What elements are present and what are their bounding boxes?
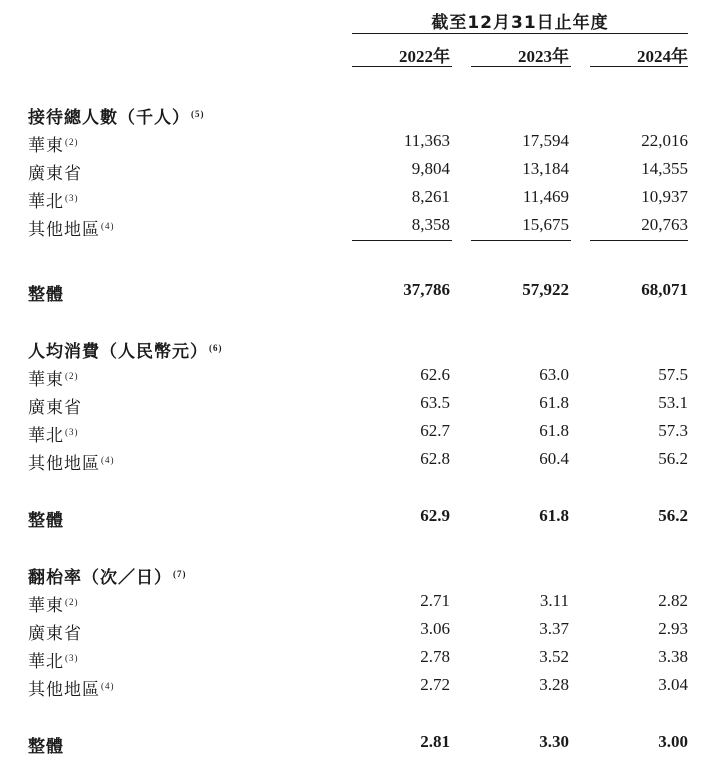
- cell: 2.82: [658, 591, 688, 610]
- cell: 3.04: [658, 675, 688, 694]
- cell: 62.7: [420, 421, 450, 440]
- row-label: 華東$^{(2)}$: [28, 596, 79, 616]
- total-cell: 56.2: [658, 506, 688, 525]
- cell: 57.3: [658, 421, 688, 440]
- total-label: 整體: [28, 511, 64, 531]
- cell: 3.52: [539, 647, 569, 666]
- cell: 13,184: [522, 159, 569, 178]
- row-label: 廣東省: [28, 164, 82, 184]
- cell: 2.93: [658, 619, 688, 638]
- row-label: 其他地區$^{(4)}$: [28, 680, 115, 700]
- row-label: 其他地區$^{(4)}$: [28, 454, 115, 474]
- cell: 2.78: [420, 647, 450, 666]
- cell: 15,675: [522, 215, 569, 234]
- cell: 9,804: [411, 159, 450, 178]
- row-label: 華北$^{(3)}$: [28, 426, 79, 446]
- cell: 22,016: [641, 131, 688, 150]
- subtotal-rule: [471, 240, 571, 241]
- section-title-spend: 人均消費（人民幣元）$^{(6)}$: [28, 342, 223, 362]
- row-label: 廣東省: [28, 624, 82, 644]
- cell: 56.2: [658, 449, 688, 468]
- section-title-turnover: 翻枱率（次／日）$^{(7)}$: [28, 568, 187, 588]
- row-label: 華東$^{(2)}$: [28, 136, 79, 156]
- year-header-2022: 2022年: [399, 47, 450, 66]
- row-label: 華北$^{(3)}$: [28, 652, 79, 672]
- cell: 63.0: [539, 365, 569, 384]
- total-cell: 62.9: [420, 506, 450, 525]
- cell: 2.71: [420, 591, 450, 610]
- cell: 8,358: [411, 215, 450, 234]
- total-cell: 2.81: [420, 732, 450, 751]
- cell: 63.5: [420, 393, 450, 412]
- total-label: 整體: [28, 285, 64, 305]
- cell: 3.37: [539, 619, 569, 638]
- total-label: 整體: [28, 737, 64, 757]
- cell: 62.6: [420, 365, 450, 384]
- cell: 10,937: [641, 187, 688, 206]
- cell: 62.8: [420, 449, 450, 468]
- subtotal-rule: [590, 240, 688, 241]
- cell: 57.5: [658, 365, 688, 384]
- total-cell: 37,786: [403, 280, 450, 299]
- cell: 11,469: [522, 187, 569, 206]
- row-label: 其他地區$^{(4)}$: [28, 220, 115, 240]
- year-header-2023: 2023年: [518, 47, 569, 66]
- cell: 61.8: [539, 393, 569, 412]
- header-rule: [352, 33, 688, 34]
- cell: 61.8: [539, 421, 569, 440]
- total-cell: 61.8: [539, 506, 569, 525]
- section-title-visitors: 接待總人數（千人）$^{(5)}$: [28, 108, 205, 128]
- period-header: 截至12月31日止年度: [431, 13, 609, 33]
- row-label: 華北$^{(3)}$: [28, 192, 79, 212]
- year-header-2024: 2024年: [637, 47, 688, 66]
- cell: 17,594: [522, 131, 569, 150]
- cell: 60.4: [539, 449, 569, 468]
- total-cell: 3.00: [658, 732, 688, 751]
- cell: 20,763: [641, 215, 688, 234]
- total-cell: 57,922: [522, 280, 569, 299]
- cell: 53.1: [658, 393, 688, 412]
- year-rule-2022: [352, 66, 452, 67]
- year-rule-2023: [471, 66, 571, 67]
- row-label: 廣東省: [28, 398, 82, 418]
- cell: 8,261: [411, 187, 450, 206]
- cell: 3.38: [658, 647, 688, 666]
- year-rule-2024: [590, 66, 688, 67]
- cell: 14,355: [641, 159, 688, 178]
- cell: 2.72: [420, 675, 450, 694]
- subtotal-rule: [352, 240, 452, 241]
- cell: 11,363: [403, 131, 450, 150]
- row-label: 華東$^{(2)}$: [28, 370, 79, 390]
- cell: 3.06: [420, 619, 450, 638]
- cell: 3.11: [539, 591, 569, 610]
- cell: 3.28: [539, 675, 569, 694]
- total-cell: 3.30: [539, 732, 569, 751]
- total-cell: 68,071: [641, 280, 688, 299]
